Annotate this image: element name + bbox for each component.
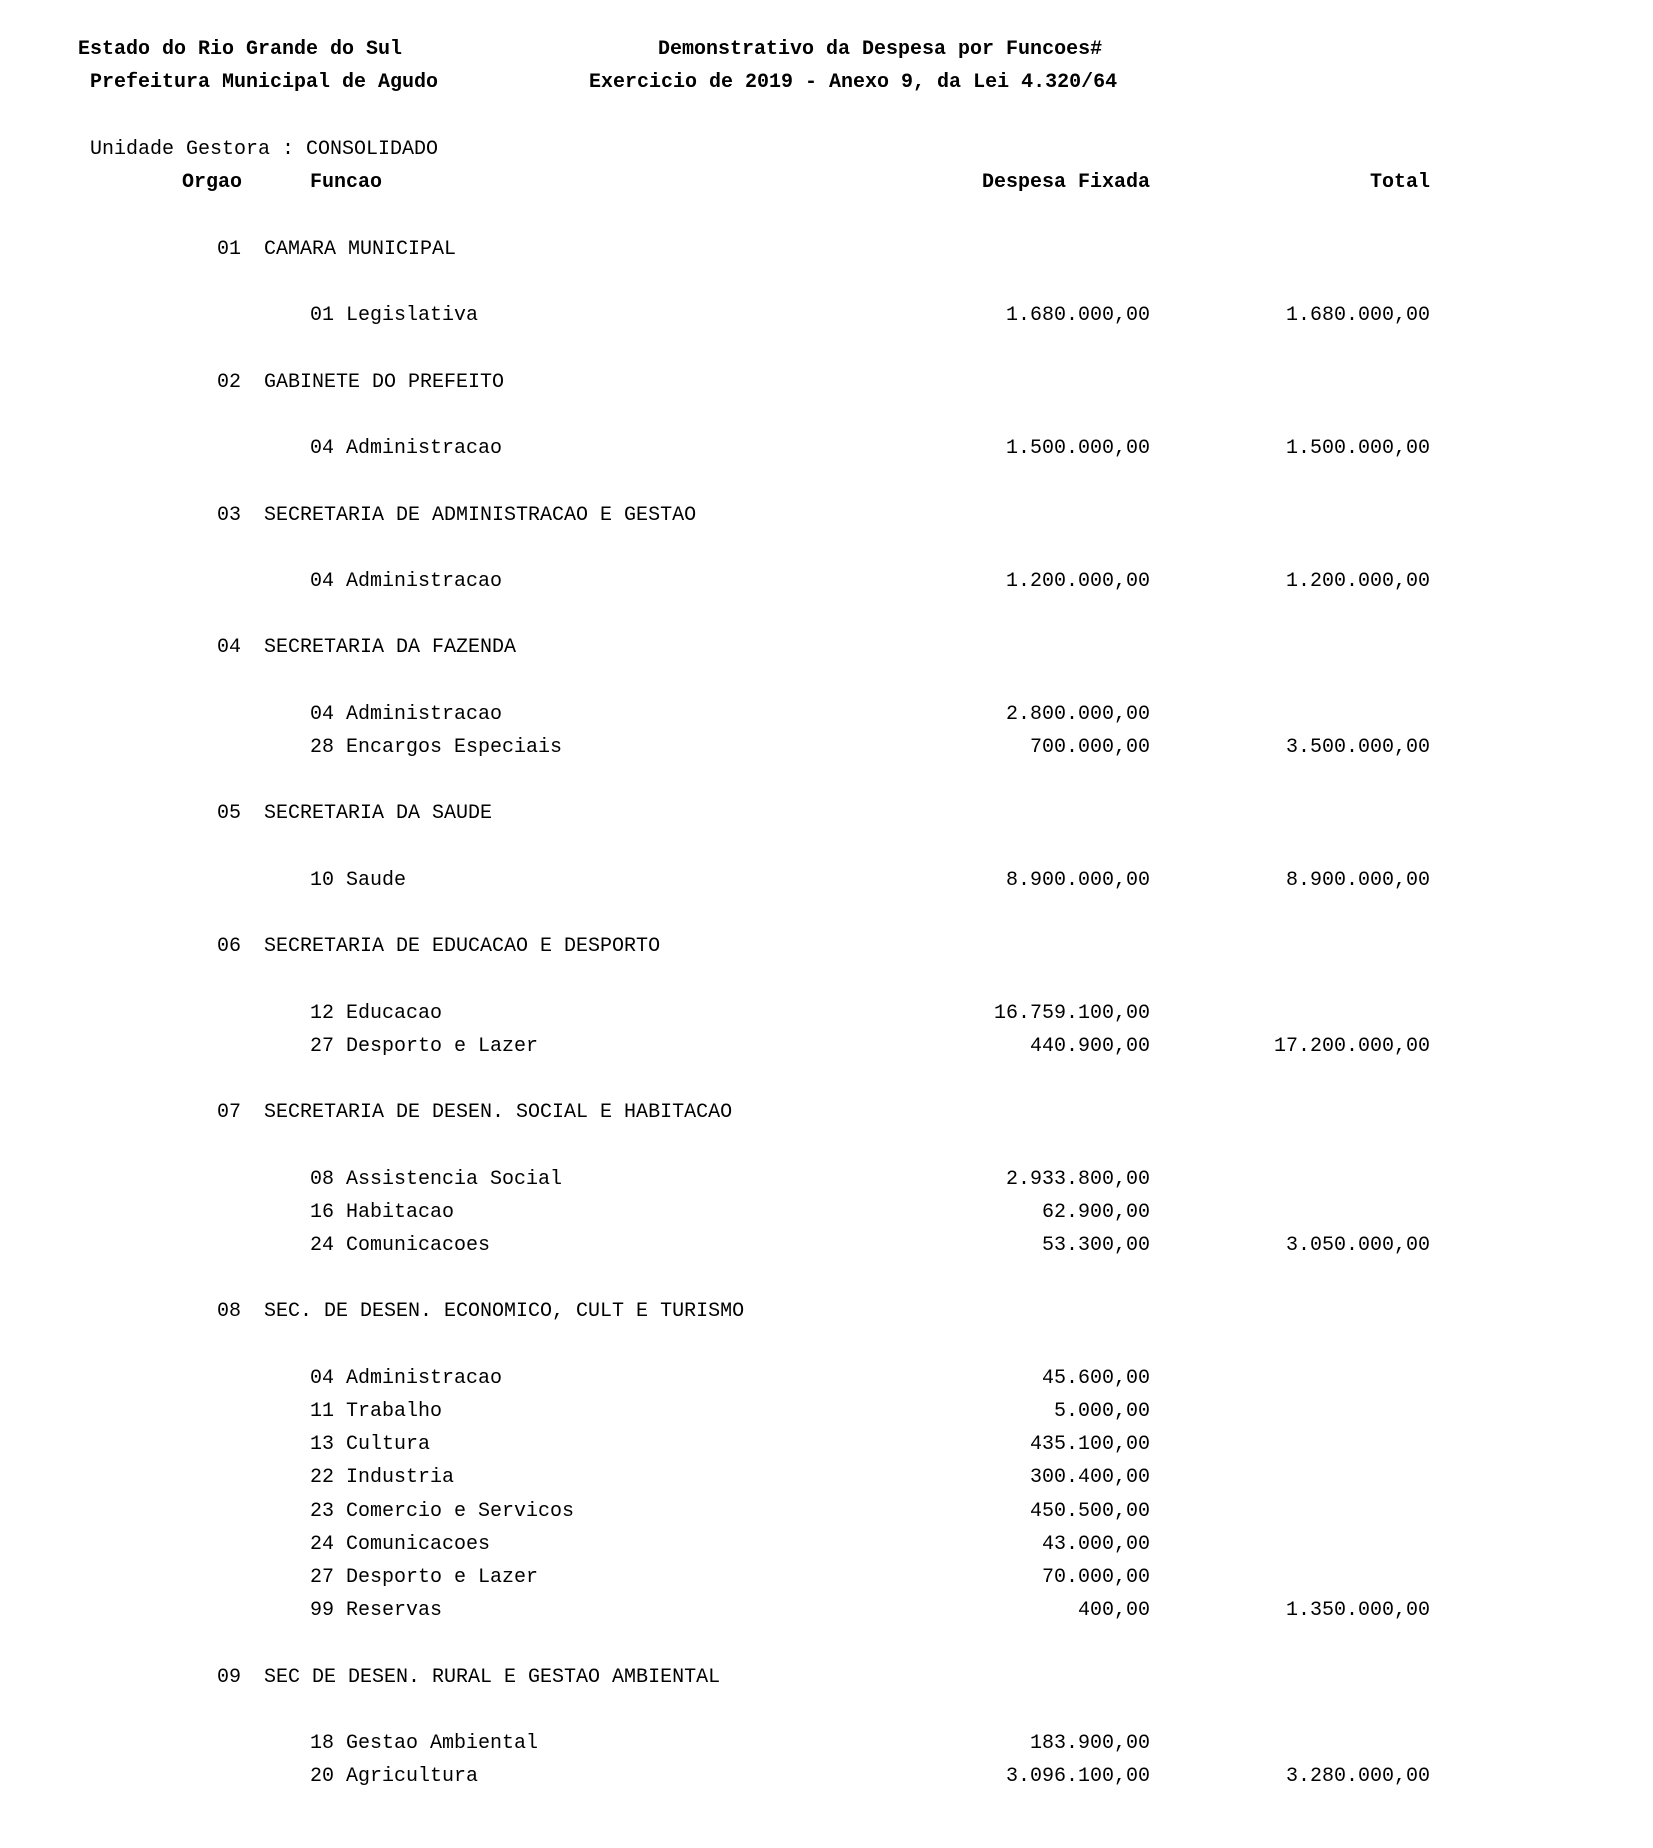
- funcao-label: 24 Comunicacoes: [310, 1234, 491, 1257]
- orgao-code: 08: [217, 1300, 242, 1323]
- orgao-code: 02: [217, 371, 242, 394]
- orgao-name: GABINETE DO PREFEITO: [264, 371, 505, 394]
- orgao-name: SEC. DE DESEN. ECONOMICO, CULT E TURISMO: [264, 1300, 745, 1323]
- total-value: 1.200.000,00: [1285, 570, 1430, 593]
- unit-label: Unidade Gestora : CONSOLIDADO: [90, 138, 439, 161]
- orgao-name: SECRETARIA DE ADMINISTRACAO E GESTAO: [264, 504, 697, 527]
- column-header-orgao: Orgao: [182, 171, 243, 194]
- despesa-value: 70.000,00: [1041, 1566, 1150, 1589]
- report-title: Demonstrativo da Despesa por Funcoes#: [658, 38, 1103, 61]
- orgao-code: 04: [217, 636, 242, 659]
- orgao-name: CAMARA MUNICIPAL: [264, 238, 457, 261]
- orgao-code: 06: [217, 935, 242, 958]
- funcao-label: 24 Comunicacoes: [310, 1533, 491, 1556]
- column-header-despesa: Despesa Fixada: [981, 171, 1150, 194]
- total-value: 8.900.000,00: [1285, 869, 1430, 892]
- total-value: 17.200.000,00: [1273, 1035, 1430, 1058]
- orgao-code: 09: [217, 1666, 242, 1689]
- despesa-value: 1.680.000,00: [1005, 304, 1150, 327]
- funcao-label: 04 Administracao: [310, 703, 503, 726]
- funcao-label: 23 Comercio e Servicos: [310, 1500, 575, 1523]
- funcao-label: 13 Cultura: [310, 1433, 431, 1456]
- funcao-label: 04 Administracao: [310, 437, 503, 460]
- prefecture-name: Prefeitura Municipal de Agudo: [90, 71, 439, 94]
- despesa-value: 5.000,00: [1053, 1400, 1150, 1423]
- total-value: 1.350.000,00: [1285, 1599, 1430, 1622]
- despesa-value: 440.900,00: [1029, 1035, 1150, 1058]
- funcao-label: 27 Desporto e Lazer: [310, 1035, 539, 1058]
- despesa-value: 2.933.800,00: [1005, 1168, 1150, 1191]
- funcao-label: 08 Assistencia Social: [310, 1168, 563, 1191]
- funcao-label: 04 Administracao: [310, 1367, 503, 1390]
- report-subtitle: Exercicio de 2019 - Anexo 9, da Lei 4.320/64: [589, 71, 1118, 94]
- despesa-value: 45.600,00: [1041, 1367, 1150, 1390]
- total-value: 3.500.000,00: [1285, 736, 1430, 759]
- state-name: Estado do Rio Grande do Sul: [78, 38, 403, 61]
- despesa-value: 435.100,00: [1029, 1433, 1150, 1456]
- despesa-value: 3.096.100,00: [1005, 1765, 1150, 1788]
- orgao-code: 07: [217, 1101, 242, 1124]
- orgao-name: SECRETARIA DA SAUDE: [264, 802, 493, 825]
- despesa-value: 400,00: [1077, 1599, 1150, 1622]
- funcao-label: 20 Agricultura: [310, 1765, 479, 1788]
- orgao-code: 03: [217, 504, 242, 527]
- orgao-name: SECRETARIA DE DESEN. SOCIAL E HABITACAO: [264, 1101, 733, 1124]
- funcao-label: 11 Trabalho: [310, 1400, 443, 1423]
- funcao-label: 04 Administracao: [310, 570, 503, 593]
- column-header-total: Total: [1369, 171, 1430, 194]
- total-value: 3.280.000,00: [1285, 1765, 1430, 1788]
- funcao-label: 28 Encargos Especiais: [310, 736, 563, 759]
- despesa-value: 183.900,00: [1029, 1732, 1150, 1755]
- orgao-code: 05: [217, 802, 242, 825]
- despesa-value: 2.800.000,00: [1005, 703, 1150, 726]
- column-header-funcao: Funcao: [310, 171, 383, 194]
- funcao-label: 12 Educacao: [310, 1002, 443, 1025]
- despesa-value: 43.000,00: [1041, 1533, 1150, 1556]
- despesa-value: 1.500.000,00: [1005, 437, 1150, 460]
- despesa-value: 1.200.000,00: [1005, 570, 1150, 593]
- orgao-name: SECRETARIA DE EDUCACAO E DESPORTO: [264, 935, 661, 958]
- despesa-value: 53.300,00: [1041, 1234, 1150, 1257]
- despesa-value: 62.900,00: [1041, 1201, 1150, 1224]
- despesa-value: 16.759.100,00: [993, 1002, 1150, 1025]
- funcao-label: 18 Gestao Ambiental: [310, 1732, 539, 1755]
- funcao-label: 27 Desporto e Lazer: [310, 1566, 539, 1589]
- total-value: 3.050.000,00: [1285, 1234, 1430, 1257]
- funcao-label: 16 Habitacao: [310, 1201, 455, 1224]
- total-value: 1.680.000,00: [1285, 304, 1430, 327]
- funcao-label: 01 Legislativa: [310, 304, 479, 327]
- despesa-value: 700.000,00: [1029, 736, 1150, 759]
- orgao-code: 01: [217, 238, 242, 261]
- despesa-value: 450.500,00: [1029, 1500, 1150, 1523]
- despesa-value: 300.400,00: [1029, 1466, 1150, 1489]
- funcao-label: 22 Industria: [310, 1466, 455, 1489]
- total-value: 1.500.000,00: [1285, 437, 1430, 460]
- despesa-value: 8.900.000,00: [1005, 869, 1150, 892]
- orgao-name: SECRETARIA DA FAZENDA: [264, 636, 517, 659]
- orgao-name: SEC DE DESEN. RURAL E GESTAO AMBIENTAL: [264, 1666, 721, 1689]
- funcao-label: 99 Reservas: [310, 1599, 443, 1622]
- funcao-label: 10 Saude: [310, 869, 407, 892]
